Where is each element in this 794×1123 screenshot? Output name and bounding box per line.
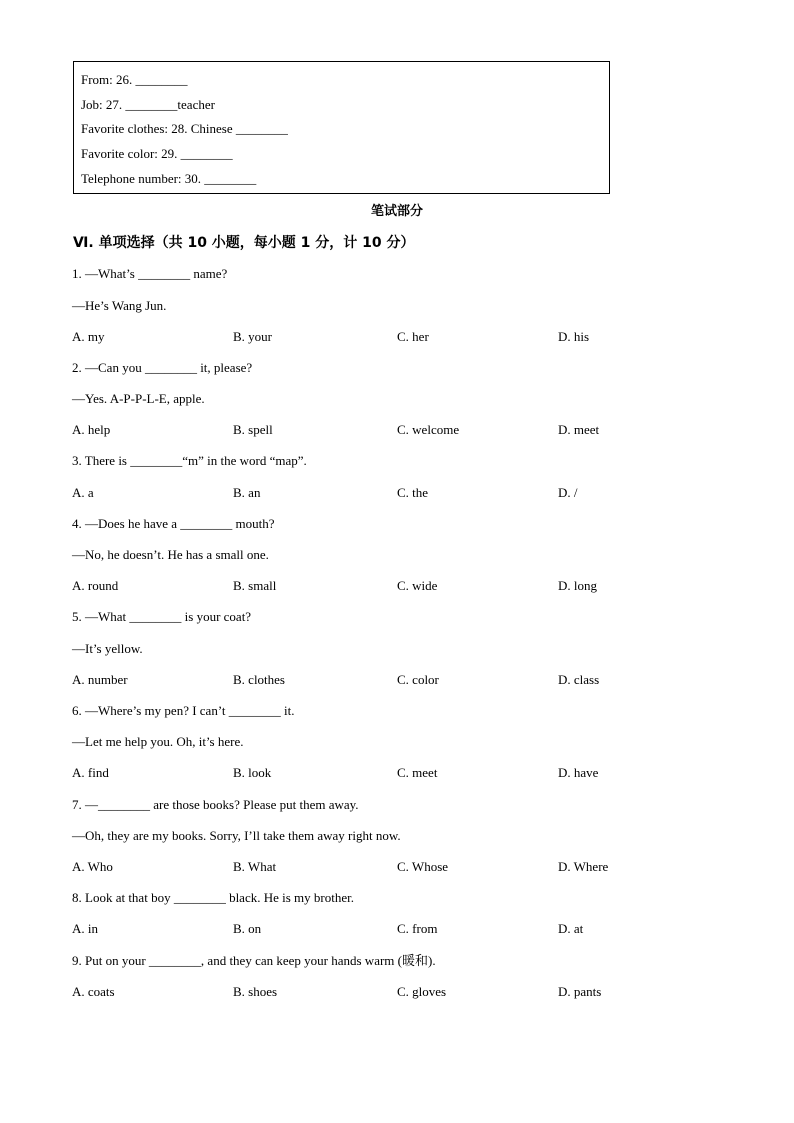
question-5-option-b: B. clothes xyxy=(233,672,285,687)
question-9-option-d: D. pants xyxy=(558,984,602,999)
info-box xyxy=(73,61,610,194)
question-8-option-a: A. in xyxy=(72,921,98,936)
info-line-from: From: 26. ________ xyxy=(81,72,188,87)
question-5-stem: 5. —What ________ is your coat? xyxy=(72,609,252,624)
question-7-reply: —Oh, they are my books. Sorry, I’ll take them away right now. xyxy=(72,828,401,843)
question-2-option-c: C. welcome xyxy=(397,422,460,437)
question-2-reply: —Yes. A-P-P-L-E, apple. xyxy=(72,391,205,406)
question-8-option-b: B. on xyxy=(233,921,262,936)
question-4-option-d: D. long xyxy=(558,578,597,593)
question-6-option-b: B. look xyxy=(233,765,272,780)
section-heading: 笔试部分 xyxy=(370,204,423,219)
question-5-option-c: C. color xyxy=(397,672,439,687)
question-2-stem: 2. —Can you ________ it, please? xyxy=(72,360,253,375)
question-3-stem: 3. There is ________“m” in the word “map”. xyxy=(72,453,307,468)
question-5-option-a: A. number xyxy=(72,672,128,687)
question-2-option-d: D. meet xyxy=(558,422,600,437)
question-6-option-d: D. have xyxy=(558,765,599,780)
question-8-option-d: D. at xyxy=(558,921,584,936)
question-1-stem: 1. —What’s ________ name? xyxy=(72,266,228,281)
question-1-option-c: C. her xyxy=(397,329,429,344)
question-4-option-b: B. small xyxy=(233,578,277,593)
question-4-option-a: A. round xyxy=(72,578,119,593)
question-1-option-b: B. your xyxy=(233,329,272,344)
info-line-job: Job: 27. ________teacher xyxy=(81,97,215,112)
question-4-option-c: C. wide xyxy=(397,578,438,593)
question-2-option-a: A. help xyxy=(72,422,111,437)
question-9-option-b: B. shoes xyxy=(233,984,278,999)
question-2-option-b: B. spell xyxy=(233,422,273,437)
question-6-reply: —Let me help you. Oh, it’s here. xyxy=(72,734,244,749)
question-1-option-d: D. his xyxy=(558,329,590,344)
question-3-option-c: C. the xyxy=(397,485,429,500)
question-9-option-a: A. coats xyxy=(72,984,115,999)
question-1-option-a: A. my xyxy=(72,329,105,344)
question-6-option-c: C. meet xyxy=(397,765,438,780)
info-line-favorite-color: Favorite color: 29. ________ xyxy=(81,146,233,161)
question-5-reply: —It’s yellow. xyxy=(72,641,143,656)
question-7-option-a: A. Who xyxy=(72,859,113,874)
question-7-option-d: D. Where xyxy=(558,859,609,874)
question-9-option-c: C. gloves xyxy=(397,984,447,999)
part-title: Ⅵ. 单项选择（共 10 小题，每小题 1 分，计 10 分） xyxy=(73,235,415,251)
question-6-option-a: A. find xyxy=(72,765,109,780)
question-5-option-d: D. class xyxy=(558,672,600,687)
question-3-option-a: A. a xyxy=(72,485,94,500)
question-8-option-c: C. from xyxy=(397,921,438,936)
question-3-option-d: D. / xyxy=(558,485,578,500)
question-6-stem: 6. —Where’s my pen? I can’t ________ it. xyxy=(72,703,295,718)
question-4-reply: —No, he doesn’t. He has a small one. xyxy=(72,547,269,562)
info-line-telephone: Telephone number: 30. ________ xyxy=(81,171,257,186)
question-3-option-b: B. an xyxy=(233,485,261,500)
question-7-stem: 7. —________ are those books? Please put them away. xyxy=(72,797,359,812)
info-line-favorite-clothes: Favorite clothes: 28. Chinese ________ xyxy=(81,121,288,136)
question-9-stem: 9. Put on your ________, and they can keep your hands warm (暖和). xyxy=(72,953,436,968)
question-4-stem: 4. —Does he have a ________ mouth? xyxy=(72,516,275,531)
question-8-stem: 8. Look at that boy ________ black. He is my brother. xyxy=(72,890,354,905)
question-1-reply: —He’s Wang Jun. xyxy=(72,298,167,313)
question-7-option-b: B. What xyxy=(233,859,277,874)
question-7-option-c: C. Whose xyxy=(397,859,449,874)
